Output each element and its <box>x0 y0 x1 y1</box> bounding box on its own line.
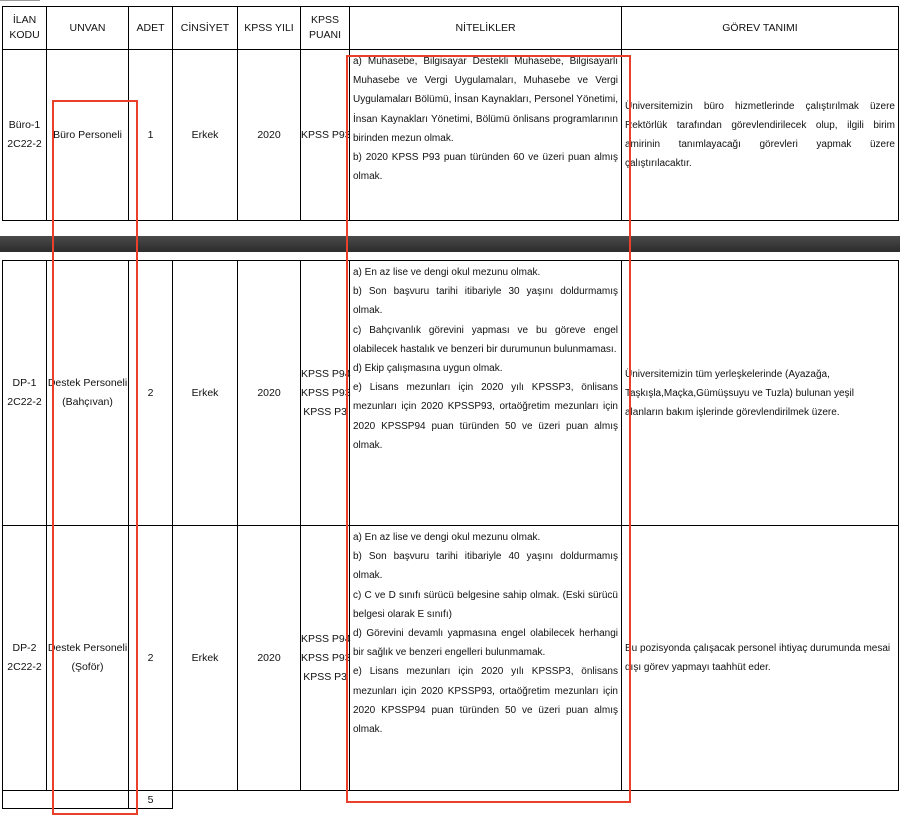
nitelikler-cell <box>350 526 622 791</box>
page-edge-line <box>0 0 40 4</box>
table-row <box>3 50 899 221</box>
table-row <box>3 526 899 791</box>
kpss-yili-cell: 2020 <box>238 50 301 221</box>
table-row <box>3 261 899 526</box>
kpss-puani-cell <box>301 261 350 526</box>
unvan-cell: Büro Personeli <box>47 50 129 221</box>
job-table-bottom <box>2 260 899 809</box>
kpss-puani-line: KPSS P94 <box>301 367 351 380</box>
adet-cell: 2 <box>129 261 173 526</box>
nitelik-item: d) Ekip çalışmasına uygun olmak. <box>353 363 503 375</box>
nitelik-item: a) En az lise ve dengi okul mezunu olmak. <box>353 267 541 278</box>
cinsiyet-cell: Erkek <box>173 261 238 526</box>
kpss-puani-cell <box>301 50 350 221</box>
nitelik-item: d) Görevini devamlı yapmasına engel olabilecek herhangi bir sağlık ve benzeri engelleri bulunmamak. <box>353 628 618 659</box>
adet-cell: 1 <box>129 50 173 221</box>
gorev-cell: Bu pozisyonda çalışacak personel ihtiyaç durumunda mesai dışı görev yapmayı taahhüt eder. <box>622 526 899 791</box>
kpss-yili-cell: 2020 <box>238 261 301 526</box>
nitelikler-cell <box>350 50 622 221</box>
header-kpss-puani: KPSS PUANI <box>301 7 350 50</box>
kpss-puani-line: KPSS P3 <box>303 670 347 683</box>
total-label-cell <box>3 791 129 809</box>
cinsiyet-cell: Erkek <box>173 526 238 791</box>
nitelik-item: b) Son başvuru tarihi itibariyle 30 yaşını doldurmamış olmak. <box>353 286 618 317</box>
total-row <box>3 791 899 809</box>
nitelik-item: e) Lisans mezunları için 2020 yılı KPSSP3, önlisans mezunları için 2020 KPSSP93, ortaöğretim mezunları için 2020 KPSSP94 puan türünden 50 ve üzeri puan almış olmak. <box>353 666 618 736</box>
nitelik-item: a) Muhasebe, Bilgisayar Destekli Muhasebe, Bilgisayarlı Muhasebe ve Vergi Uygulamaları, Muhasebe ve Vergi Uygulamaları Bölümü, İnsan Kaynakları, Personel Yönetimi, İnsan Kaynakları Yönetimi, Bölümü önlisans programlarının birinden mezun olmak. <box>353 56 618 144</box>
gorev-cell: Üniversitemizin büro hizmetlerinde çalıştırılmak üzere Rektörlük tarafından görevlendirilecek olup, ilgili birim amirinin tanımlayacağı görevleri yapmak üzere çalıştırılacaktır. <box>622 50 899 221</box>
ilan-kodu-cell: DP-1 2C22-2 <box>3 261 47 526</box>
page-break-band <box>0 236 900 252</box>
kpss-puani-line: KPSS P93 <box>301 651 351 664</box>
ilan-kodu-cell: DP-2 2C22-2 <box>3 526 47 791</box>
header-cinsiyet: CİNSİYET <box>173 7 238 50</box>
kpss-puani-line: KPSS P93 <box>301 386 351 399</box>
nitelik-item: c) C ve D sınıfı sürücü belgesine sahip olmak. (Eski sürücü belgesi olarak E sınıfı) <box>353 589 618 620</box>
header-ilan-kodu: İLAN KODU <box>3 7 47 50</box>
header-gorev: GÖREV TANIMI <box>622 7 899 50</box>
adet-cell: 2 <box>129 526 173 791</box>
nitelik-item: a) En az lise ve dengi okul mezunu olmak. <box>353 532 541 543</box>
nitelikler-cell <box>350 261 622 526</box>
header-row <box>3 7 899 50</box>
kpss-puani-line: KPSS P93 <box>301 128 351 141</box>
header-adet: ADET <box>129 7 173 50</box>
total-adet-cell: 5 <box>129 791 173 809</box>
cinsiyet-cell: Erkek <box>173 50 238 221</box>
nitelik-item: b) 2020 KPSS P93 puan türünden 60 ve üzeri puan almış olmak. <box>353 152 618 183</box>
nitelik-item: e) Lisans mezunları için 2020 yılı KPSSP3, önlisans mezunları için 2020 KPSSP93, ortaöğretim mezunları için 2020 KPSSP94 puan türünden 50 ve üzeri puan almış olmak. <box>353 382 618 451</box>
nitelik-item: b) Son başvuru tarihi itibariyle 40 yaşını doldurmamış olmak. <box>353 551 618 582</box>
header-kpss-yili: KPSS YILI <box>238 7 301 50</box>
nitelik-item: c) Bahçıvanlık görevini yapması ve bu göreve engel olabilecek hastalık ve benzeri bir durumunun bulunmaması. <box>353 324 618 355</box>
unvan-cell: Destek Personeli (Şoför) <box>47 526 129 791</box>
header-unvan: UNVAN <box>47 7 129 50</box>
job-table-top <box>2 6 899 221</box>
gorev-cell: Üniversitemizin tüm yerleşkelerinde (Ayazağa, Taşkışla,Maçka,Gümüşsuyu ve Tuzla) bulunan yeşil alanların bakım işlerinde görevlendirilmek üzere. <box>622 261 899 526</box>
kpss-yili-cell: 2020 <box>238 526 301 791</box>
kpss-puani-line: KPSS P94 <box>301 632 351 645</box>
kpss-puani-cell <box>301 526 350 791</box>
unvan-cell: Destek Personeli (Bahçıvan) <box>47 261 129 526</box>
ilan-kodu-cell: Büro-1 2C22-2 <box>3 50 47 221</box>
total-empty-cell <box>173 791 899 809</box>
kpss-puani-line: KPSS P3 <box>303 405 347 418</box>
header-nitelikler: NİTELİKLER <box>350 7 622 50</box>
